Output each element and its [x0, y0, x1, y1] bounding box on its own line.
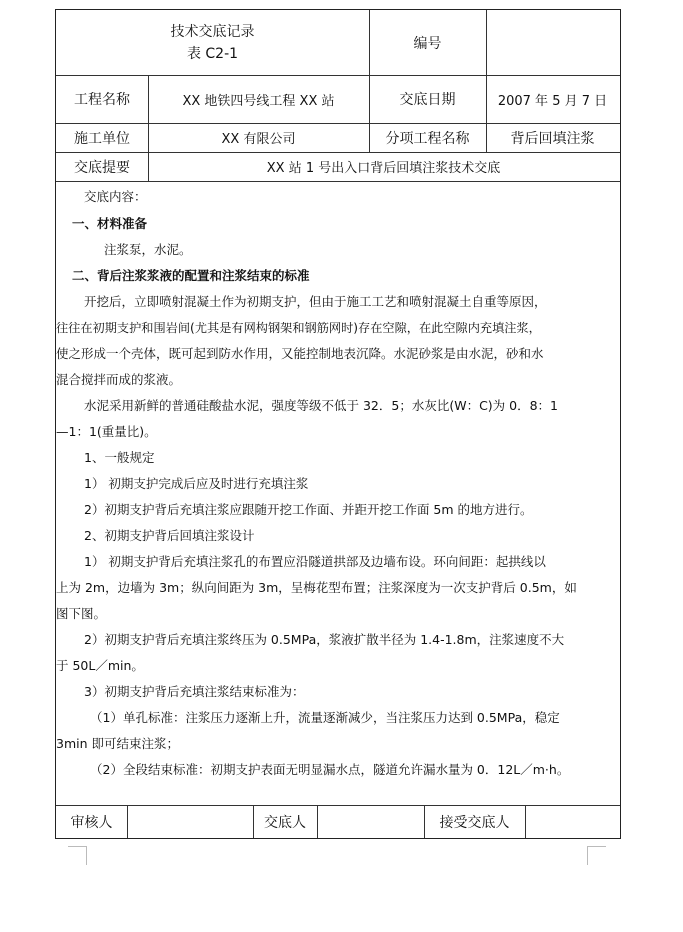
- paragraph-line: 开挖后，立即喷射混凝土作为初期支护，但由于施工工艺和喷射混凝土自重等原因，: [84, 294, 547, 309]
- summary-value: XX 站 1 号出入口背后回填注浆技术交底: [266, 161, 501, 176]
- list-item: 2）初期支护背后充填注浆终压为 0.5MPa，浆液扩散半径为 1.4-1.8m，注浆速度不大: [84, 632, 565, 647]
- paragraph-line: 于 50L／min。: [56, 658, 144, 673]
- construction-unit-label: 施工单位: [74, 130, 130, 147]
- list-item: 2）初期支护背后充填注浆应跟随开挖工作面、并距开挖工作面 5m 的地方进行。: [84, 502, 533, 517]
- paragraph-line: 上为 2m，边墙为 3m；纵向间距为 3m，呈梅花型布置；注浆深度为一次支护背后 0.5m，如: [56, 580, 577, 595]
- discloser-value: [317, 805, 424, 838]
- subproject-label: 分项工程名称: [385, 130, 470, 147]
- paragraph-line: 3min 即可结束注浆；: [56, 736, 179, 751]
- list-item: 3）初期支护背后充填注浆结束标准为：: [84, 684, 305, 699]
- paragraph-line: 水泥采用新鲜的普通硅酸盐水泥，强度等级不低于 32．5；水灰比(W：C)为 0．8：1: [84, 398, 559, 413]
- project-name-label: 工程名称: [74, 92, 130, 108]
- disclosure-date-label: 交底日期: [399, 92, 456, 108]
- number-label: 编号: [413, 35, 442, 52]
- receiver-value: [525, 805, 619, 838]
- subsection-heading: 1、一般规定: [84, 450, 155, 465]
- construction-unit-value: XX 有限公司: [221, 132, 296, 147]
- paragraph-line: 图下图。: [56, 606, 107, 621]
- disclosure-content: [56, 179, 619, 804]
- section-heading: 一、材料准备: [72, 216, 148, 231]
- paragraph-line: 往往在初期支护和围岩间(尤其是有网构钢架和钢筋网时)存在空隙，在此空隙内充填注浆，: [56, 321, 541, 335]
- list-item: 1） 初期支护完成后应及时进行充填注浆: [84, 476, 309, 491]
- paragraph-line: 使之形成一个壳体，既可起到防水作用，又能控制地表沉降。水泥砂浆是由水泥，砂和水: [56, 346, 544, 361]
- paragraph: 注浆泵，水泥。: [104, 242, 192, 257]
- list-item: （1）单孔标准：注浆压力逐渐上升，流量逐渐减少，当注浆压力达到 0.5MPa，稳定: [90, 710, 560, 725]
- section-heading: 二、背后注浆浆液的配置和注浆结束的标准: [72, 268, 310, 283]
- subproject-value: 背后回填注浆: [510, 130, 595, 147]
- list-item: （2）全段结束标准：初期支护表面无明显漏水点，隧道允许漏水量为 0．12L／m·h。: [90, 762, 570, 777]
- form-title: [56, 10, 369, 75]
- reviewer-label: 审核人: [70, 814, 113, 831]
- paragraph-line: 混合搅拌而成的浆液。: [56, 372, 182, 387]
- paragraph-line: —1：1(重量比)。: [56, 424, 157, 439]
- page-corner-mark: [68, 846, 87, 865]
- discloser-label: 交底人: [264, 814, 306, 831]
- summary-label: 交底提要: [74, 159, 130, 176]
- list-item: 1） 初期支护背后充填注浆孔的布置应沿隧道拱部及边墙布设。环向间距：起拱线以: [84, 554, 546, 569]
- form-title-code: 表 C2-1: [186, 45, 239, 62]
- content-intro: 交底内容：: [84, 189, 147, 204]
- receiver-label: 接受交底人: [439, 814, 510, 831]
- disclosure-form: [55, 9, 621, 839]
- project-name-value: XX 地铁四号线工程 XX 站: [182, 93, 335, 109]
- reviewer-value: [127, 805, 253, 838]
- subsection-heading: 2、初期支护背后回填注浆设计: [84, 528, 255, 543]
- number-value: [486, 10, 619, 75]
- disclosure-date-value: 2007 年 5 月 7 日: [497, 93, 608, 109]
- page-corner-mark: [587, 846, 606, 865]
- form-title-main: 技术交底记录: [170, 23, 255, 40]
